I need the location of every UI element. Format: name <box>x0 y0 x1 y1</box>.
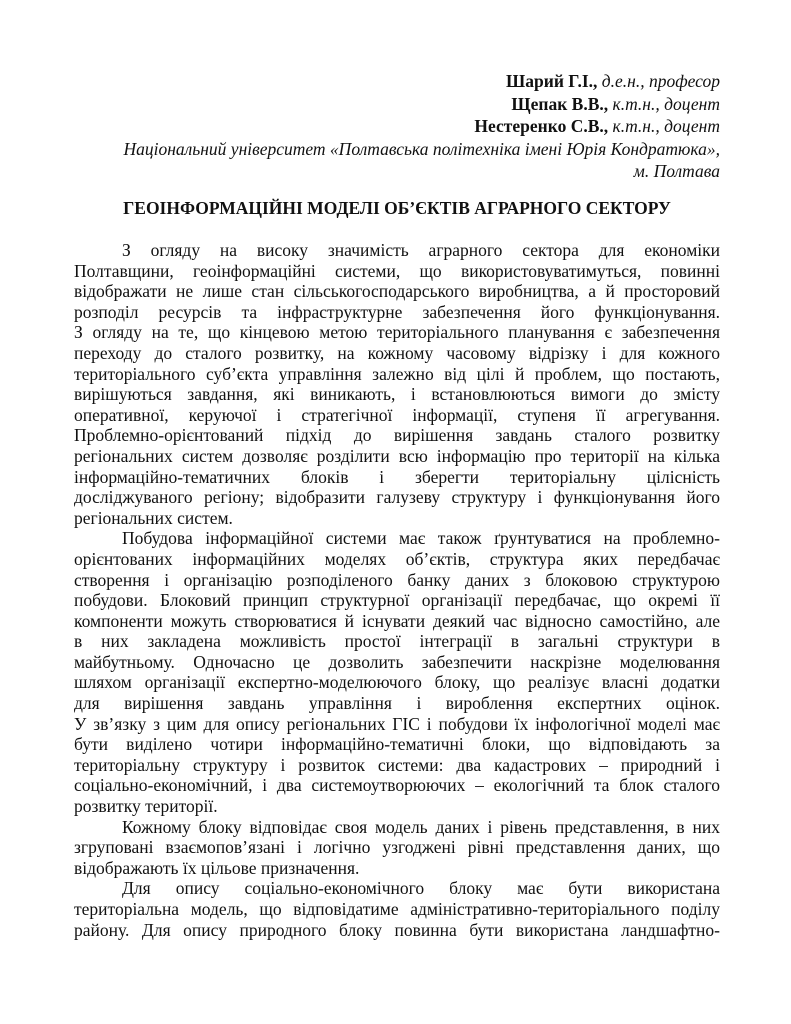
author-line: Щепак В.В., к.т.н., доцент <box>511 93 720 114</box>
text-line: створення і організацію розподіленого банку даних з блоковою структурою <box>74 569 720 590</box>
text-line: орієнтованих інформаційних моделях об’єктів, структура яких передбачає <box>74 548 720 569</box>
text-line: територіальну структуру і розвиток системи: два кадастрових – природний і <box>74 754 720 775</box>
text-line: територіального суб’єкта управління залежно від цілі й проблем, що постають, <box>74 363 720 384</box>
paragraph <box>74 240 720 528</box>
text-line: Кожному блоку відповідає своя модель даних і рівень представлення, в них <box>122 816 720 837</box>
text-line: досліджуваного регіону; відобразити галузеву структуру і функціонування його <box>74 487 720 508</box>
text-line: Проблемно-орієнтований підхід до вирішення завдань сталого розвитку <box>74 425 720 446</box>
author-block <box>20 70 720 183</box>
paper-body <box>74 240 720 940</box>
text-line: У зв’язку з цим для опису регіональних ГІС і побудови їх інфологічної моделі має <box>74 713 720 734</box>
paragraph <box>74 878 720 940</box>
text-line: компоненти можуть створюватися й існувати деякий час відносно самостійно, але <box>74 610 720 631</box>
text-line: відображати не лише стан сільськогосподарського виробництва, а й просторовий <box>74 281 720 302</box>
text-line: З огляду на високу значимість аграрного сектора для економіки <box>122 240 720 260</box>
text-line: відображають їх цільове призначення. <box>74 857 360 878</box>
paper-title: ГЕОІНФОРМАЦІЙНІ МОДЕЛІ ОБ’ЄКТІВ АГРАРНОГО СЕКТОРУ <box>123 198 671 218</box>
text-line: Для опису соціально-економічного блоку має бути використана <box>122 878 720 899</box>
text-line: майбутньому. Одночасно це дозволить забезпечити наскрізне моделювання <box>74 651 720 672</box>
text-line: розвитку території. <box>74 796 218 817</box>
text-line: згруповані взаємопов’язані і логічно узгоджені рівні представлення даних, що <box>74 837 720 858</box>
text-line: бути виділено чотири інформаційно-тематичні блоки, що відповідають за <box>74 734 720 755</box>
text-line: територіальна модель, що відповідатиме адміністративно-територіального поділу <box>74 899 720 919</box>
text-line: регіональних систем. <box>74 507 233 528</box>
affiliation-city: м. Полтава <box>633 161 720 181</box>
author-line: Шарий Г.І., д.е.н., професор <box>506 71 720 91</box>
paragraph <box>74 817 720 879</box>
text-line: переходу до сталого розвитку, на кожному часовому відрізку і для кожного <box>74 342 720 363</box>
text-line: шляхом організації експертно-моделюючого блоку, що реалізує власні додатки <box>74 672 720 693</box>
text-line: для вирішення завдань управління і вироблення експертних оцінок. <box>74 693 720 714</box>
text-line: в них закладена можливість простої інтеграції в загальні структури в <box>74 631 720 652</box>
text-line: вирішуються завдання, які виникають, і встановлюються вимоги до змісту <box>74 384 720 405</box>
text-line: району. Для опису природного блоку повинна бути використана ландшафтно- <box>74 919 720 940</box>
text-line: оперативної, керуючої і стратегічної інформації, ступеня її агрегування. <box>74 404 720 425</box>
text-line: регіональних систем дозволяє розділити всю інформацію про території на кілька <box>74 445 720 466</box>
author-line: Нестеренко С.В., к.т.н., доцент <box>474 116 720 136</box>
text-line: соціально-економічний, і два системоутворюючих – екологічний та блок сталого <box>74 775 720 796</box>
text-line: З огляду на те, що кінцевою метою територіального планування є забезпечення <box>74 322 720 343</box>
text-line: Побудова інформаційної системи має також ґрунтуватися на проблемно- <box>122 528 720 549</box>
text-line: побудови. Блоковий принцип структурної організації передбачає, що окремі її <box>74 590 720 611</box>
text-line: інформаційно-тематичних блоків і зберегти територіальну цілісність <box>74 466 720 487</box>
text-line: розподіл ресурсів та інфраструктурне забезпечення його функціонування. <box>74 301 720 322</box>
paragraph <box>74 528 720 816</box>
affiliation: Національний університет «Полтавська політехніка імені Юрія Кондратюка», <box>123 138 720 159</box>
text-line: Полтавщини, геоінформаційні системи, що використовуватимуться, повинні <box>74 260 720 281</box>
